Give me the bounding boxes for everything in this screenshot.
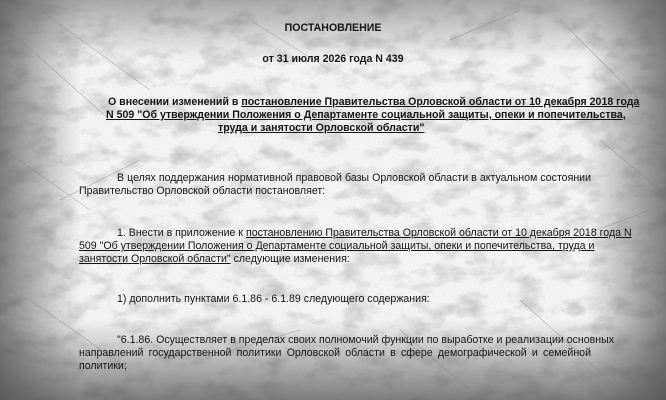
item-1-line-2[interactable]: 509 "Об утверждении Положения о Департаменте социальной защиты, опеки и попечительства, труда и [79, 240, 595, 252]
item-1-line-3 [79, 253, 350, 266]
subject-line-1 [108, 96, 639, 109]
subitem-1: 1) дополнить пунктами 6.1.86 - 6.1.89 следующего содержания: [117, 293, 430, 305]
subject-line-2[interactable]: N 509 "Об утверждении Положения о Департаменте социальной защиты, опеки и попечительства, [106, 109, 626, 121]
document-date-number: от 31 июля 2026 года N 439 [262, 53, 404, 65]
item-1-prefix: 1. Внести в приложение к [117, 227, 246, 239]
document-heading: ПОСТАНОВЛЕНИЕ [284, 22, 382, 34]
subject-prefix: О внесении изменений в [108, 96, 242, 108]
clause-6-1-86-line-1: "6.1.86. Осуществляет в пределах своих полномочий функции по выработке и реализации основных [117, 334, 615, 346]
item-1-link[interactable]: постановлению Правительства Орловской области от 10 декабря 2018 года N [245, 227, 632, 239]
subject-link[interactable]: постановление Правительства Орловской области от 10 декабря 2018 года [241, 96, 640, 108]
item-1-link-end[interactable]: занятости Орловской области" [79, 253, 231, 265]
item-1-suffix: следующие изменения: [230, 253, 350, 265]
clause-6-1-86-line-3: политики; [79, 360, 127, 372]
preamble-line-2: Правительство Орловской области постановляет: [79, 185, 326, 197]
preamble-line-1: В целях поддержания нормативной правовой базы Орловской области в актуальном состоянии [117, 172, 591, 184]
subject-line-3[interactable]: труда и занятости Орловской области" [218, 122, 425, 134]
item-1-line-1 [117, 227, 632, 240]
clause-6-1-86-line-2: направлений государственной политики Орловской области в сфере демографической и семейной [79, 347, 591, 359]
